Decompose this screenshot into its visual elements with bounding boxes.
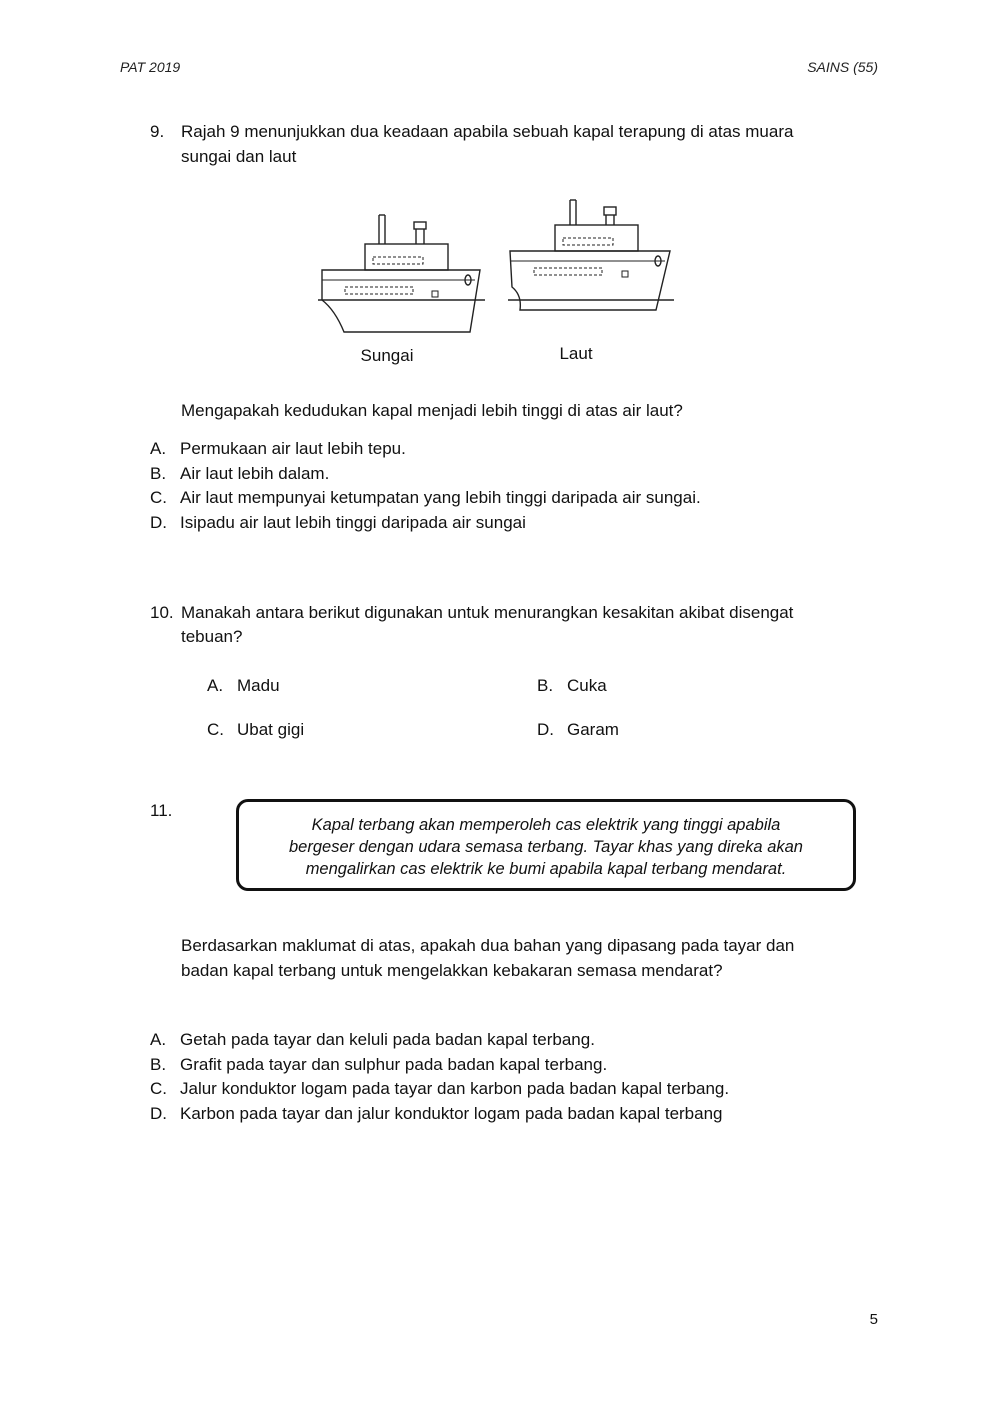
q11-option-a[interactable] [150,1028,729,1053]
q10-option-b[interactable] [537,674,607,699]
option-text: Getah pada tayar dan keluli pada badan kapal terbang. [180,1030,595,1049]
q11-option-b[interactable] [150,1053,729,1078]
ship-sea-figure [508,200,674,310]
q9-option-b[interactable] [150,462,701,487]
q9-option-d[interactable] [150,511,701,536]
q9-options [150,437,701,535]
option-text: Cuka [567,676,607,695]
q11-stem-line2: badan kapal terbang untuk mengelakkan kebakaran semasa mendarat? [181,961,723,980]
option-letter: B. [537,676,554,695]
q11-option-d[interactable] [150,1102,729,1127]
option-letter: C. [207,720,224,739]
q11-number: 11. [150,801,173,820]
q9-stem-line2: sungai dan laut [181,147,297,166]
option-text: Air laut mempunyai ketumpatan yang lebih tinggi daripada air sungai. [180,488,701,507]
option-text: Permukaan air laut lebih tepu. [180,439,406,458]
page-number: 5 [869,1311,878,1328]
q9-stem-line1: Rajah 9 menunjukkan dua keadaan apabila sebuah kapal terapung di atas muara [181,122,794,141]
option-text: Grafit pada tayar dan sulphur pada badan kapal terbang. [180,1054,608,1074]
option-text: Isipadu air laut lebih tinggi daripada air sungai [180,512,526,532]
q11-info-box [236,799,856,891]
option-letter: A. [150,1030,167,1049]
option-text: Jalur konduktor logam pada tayar dan karbon pada badan kapal terbang. [180,1079,730,1098]
option-letter: D. [150,512,167,532]
q10-stem-line2: tebuan? [181,627,243,646]
option-letter: A. [207,676,224,695]
q10-option-d[interactable] [537,718,619,743]
option-text: Ubat gigi [237,720,305,739]
q9-option-c[interactable] [150,486,701,511]
option-text: Madu [237,676,280,695]
option-letter: C. [150,1079,167,1098]
q10-option-a[interactable] [207,674,280,699]
option-letter: D. [537,720,554,739]
ship-river-figure [318,215,485,332]
q10-number: 10. [150,603,174,622]
q11-options [150,1028,729,1126]
label-river: Sungai [360,346,414,365]
option-letter: B. [150,463,167,483]
option-text: Karbon pada tayar dan jalur konduktor logam pada badan kapal terbang [180,1103,723,1123]
info-line-1: Kapal terbang akan memperoleh cas elektrik yang tinggi apabila [311,816,781,834]
ship-diagram [310,195,690,375]
q9-option-a[interactable] [150,437,701,462]
q9-question: Mengapakah kedudukan kapal menjadi lebih tinggi di atas air laut? [181,401,683,420]
q9-number: 9. [150,122,165,141]
q11-stem-line1: Berdasarkan maklumat di atas, apakah dua bahan yang dipasang pada tayar dan [181,936,795,955]
info-line-3: mengalirkan cas elektrik ke bumi apabila kapal terbang mendarat. [305,860,787,878]
q11-option-c[interactable] [150,1077,729,1102]
header-right: SAINS (55) [807,59,878,75]
info-line-2: bergeser dengan udara semasa terbang. Tayar khas yang direka akan [289,838,803,856]
q10-stem-line1: Manakah antara berikut digunakan untuk menurangkan kesakitan akibat disengat [181,603,794,622]
option-letter: A. [150,439,167,458]
option-letter: B. [150,1054,167,1074]
q10-option-c[interactable] [207,718,304,743]
option-text: Garam [567,720,619,739]
option-text: Air laut lebih dalam. [180,463,330,483]
label-sea: Laut [559,344,593,363]
option-letter: D. [150,1103,167,1123]
option-letter: C. [150,488,167,507]
header-left: PAT 2019 [120,59,181,75]
